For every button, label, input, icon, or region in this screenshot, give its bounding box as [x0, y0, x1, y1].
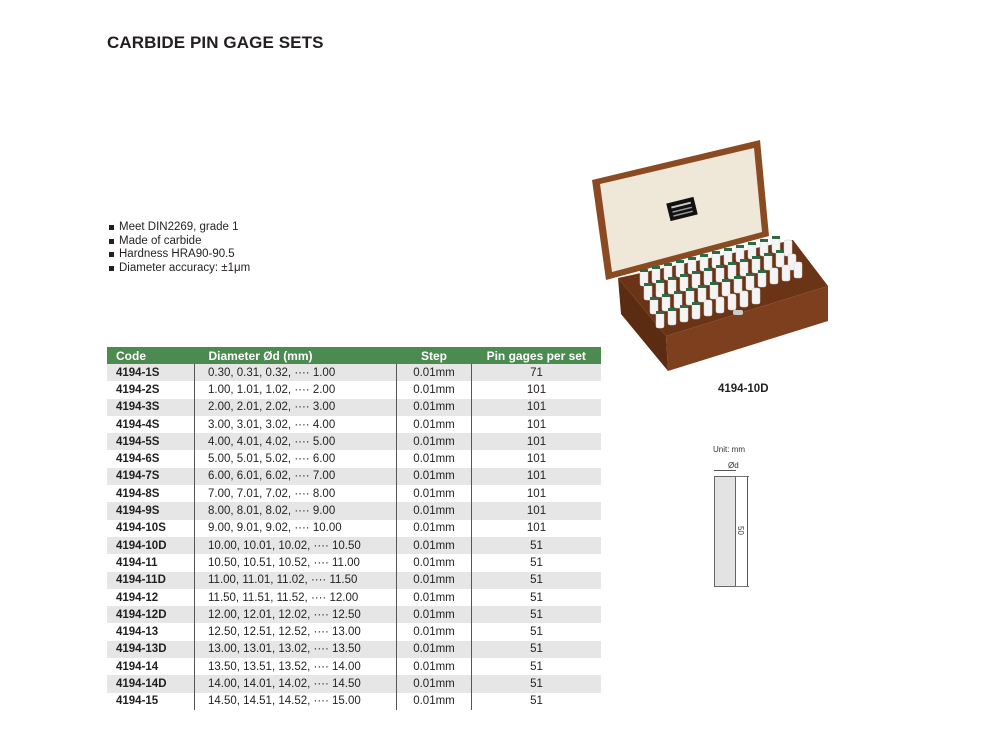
cell-step: 0.01mm — [397, 381, 472, 398]
table-row — [107, 606, 601, 623]
cell-pins: 51 — [472, 623, 602, 640]
cell-step: 0.01mm — [397, 554, 472, 571]
table-row — [107, 381, 601, 398]
cell-diameter: 7.00, 7.01, 7.02, ···· 8.00 — [195, 485, 397, 502]
page-title: CARBIDE PIN GAGE SETS — [107, 33, 324, 52]
table-row — [107, 485, 601, 502]
bullet-icon — [109, 266, 114, 271]
cell-pins: 101 — [472, 433, 602, 450]
cell-code: 4194-7S — [107, 468, 195, 485]
cell-code: 4194-5S — [107, 433, 195, 450]
diameter-dimension-line — [714, 470, 736, 471]
cell-pins: 101 — [472, 468, 602, 485]
cell-diameter: 10.50, 10.51, 10.52, ···· 11.00 — [195, 554, 397, 571]
cell-pins: 51 — [472, 658, 602, 675]
cell-step: 0.01mm — [397, 606, 472, 623]
table-row — [107, 520, 601, 537]
cell-diameter: 8.00, 8.01, 8.02, ···· 9.00 — [195, 502, 397, 519]
table-row — [107, 450, 601, 467]
cell-code: 4194-9S — [107, 502, 195, 519]
cell-diameter: 6.00, 6.01, 6.02, ···· 7.00 — [195, 468, 397, 485]
cell-pins: 101 — [472, 381, 602, 398]
cell-diameter: 13.00, 13.01, 13.02, ···· 13.50 — [195, 641, 397, 658]
cell-step: 0.01mm — [397, 675, 472, 692]
cell-step: 0.01mm — [397, 658, 472, 675]
cell-code: 4194-13D — [107, 641, 195, 658]
cell-pins: 51 — [472, 606, 602, 623]
table-header-row — [107, 347, 601, 364]
cell-diameter: 12.50, 12.51, 12.52, ···· 13.00 — [195, 623, 397, 640]
header-diameter: Diameter Ød (mm) — [195, 347, 397, 364]
cell-diameter: 12.00, 12.01, 12.02, ···· 12.50 — [195, 606, 397, 623]
table-row — [107, 433, 601, 450]
cell-code: 4194-12D — [107, 606, 195, 623]
cell-diameter: 2.00, 2.01, 2.02, ···· 3.00 — [195, 399, 397, 416]
cell-pins: 101 — [472, 485, 602, 502]
cell-step: 0.01mm — [397, 450, 472, 467]
cell-diameter: 11.50, 11.51, 11.52, ···· 12.00 — [195, 589, 397, 606]
cell-code: 4194-3S — [107, 399, 195, 416]
feature-item: Diameter accuracy: ±1μm — [108, 262, 250, 276]
feature-item: Meet DIN2269, grade 1 — [108, 221, 250, 235]
spec-table — [107, 347, 601, 710]
cell-pins: 51 — [472, 675, 602, 692]
cell-step: 0.01mm — [397, 572, 472, 589]
cell-code: 4194-14 — [107, 658, 195, 675]
cell-step: 0.01mm — [397, 641, 472, 658]
table-row — [107, 589, 601, 606]
feature-item: Hardness HRA90-90.5 — [108, 248, 250, 262]
header-step: Step — [397, 347, 472, 364]
cell-step: 0.01mm — [397, 623, 472, 640]
cell-pins: 101 — [472, 399, 602, 416]
cell-diameter: 9.00, 9.01, 9.02, ···· 10.00 — [195, 520, 397, 537]
table-row — [107, 658, 601, 675]
cell-pins: 101 — [472, 502, 602, 519]
table-row — [107, 537, 601, 554]
cell-step: 0.01mm — [397, 416, 472, 433]
cell-code: 4194-6S — [107, 450, 195, 467]
cell-code: 4194-10S — [107, 520, 195, 537]
cell-code: 4194-12 — [107, 589, 195, 606]
cell-diameter: 1.00, 1.01, 1.02, ···· 2.00 — [195, 381, 397, 398]
table-row — [107, 364, 601, 381]
cell-pins: 71 — [472, 364, 602, 381]
cell-diameter: 5.00, 5.01, 5.02, ···· 6.00 — [195, 450, 397, 467]
cell-diameter: 0.30, 0.31, 0.32, ···· 1.00 — [195, 364, 397, 381]
cell-pins: 101 — [472, 450, 602, 467]
cell-pins: 51 — [472, 554, 602, 571]
table-row — [107, 554, 601, 571]
bullet-icon — [109, 252, 114, 257]
cell-step: 0.01mm — [397, 364, 472, 381]
length-label: 50 — [735, 526, 745, 535]
cell-code: 4194-4S — [107, 416, 195, 433]
cell-code: 4194-13 — [107, 623, 195, 640]
cell-step: 0.01mm — [397, 589, 472, 606]
bullet-icon — [109, 239, 114, 244]
product-caption: 4194-10D — [718, 383, 769, 395]
product-image — [588, 138, 833, 373]
cell-code: 4194-8S — [107, 485, 195, 502]
length-dimension-line — [747, 476, 748, 586]
cell-step: 0.01mm — [397, 433, 472, 450]
cell-pins: 51 — [472, 589, 602, 606]
cell-step: 0.01mm — [397, 485, 472, 502]
table-row — [107, 623, 601, 640]
cell-diameter: 13.50, 13.51, 13.52, ···· 14.00 — [195, 658, 397, 675]
diameter-label: Ød — [728, 461, 739, 470]
table-row — [107, 675, 601, 692]
cell-code: 4194-11D — [107, 572, 195, 589]
cell-pins: 101 — [472, 520, 602, 537]
cell-diameter: 11.00, 11.01, 11.02, ···· 11.50 — [195, 572, 397, 589]
pin-gage-case-icon — [588, 138, 833, 373]
cell-step: 0.01mm — [397, 520, 472, 537]
pin-shape — [714, 476, 736, 587]
header-pins: Pin gages per set — [472, 347, 602, 364]
cell-step: 0.01mm — [397, 537, 472, 554]
cell-code: 4194-2S — [107, 381, 195, 398]
cell-step: 0.01mm — [397, 502, 472, 519]
bullet-icon — [109, 225, 114, 230]
table-row — [107, 502, 601, 519]
cell-diameter: 14.00, 14.01, 14.02, ···· 14.50 — [195, 675, 397, 692]
cell-code: 4194-14D — [107, 675, 195, 692]
table-row — [107, 468, 601, 485]
extension-line-bottom — [735, 586, 749, 587]
cell-diameter: 4.00, 4.01, 4.02, ···· 5.00 — [195, 433, 397, 450]
unit-label: Unit: mm — [713, 445, 745, 454]
feature-list — [108, 221, 250, 275]
cell-diameter: 14.50, 14.51, 14.52, ···· 15.00 — [195, 693, 397, 710]
cell-pins: 51 — [472, 641, 602, 658]
cell-code: 4194-10D — [107, 537, 195, 554]
table-body — [107, 364, 601, 710]
table-row — [107, 399, 601, 416]
table-row — [107, 641, 601, 658]
cell-code: 4194-1S — [107, 364, 195, 381]
cell-diameter: 10.00, 10.01, 10.02, ···· 10.50 — [195, 537, 397, 554]
cell-code: 4194-15 — [107, 693, 195, 710]
table-row — [107, 572, 601, 589]
cell-step: 0.01mm — [397, 693, 472, 710]
header-code: Code — [107, 347, 195, 364]
cell-step: 0.01mm — [397, 399, 472, 416]
table-row — [107, 693, 601, 710]
pin-dimension-diagram — [700, 440, 800, 600]
cell-pins: 51 — [472, 693, 602, 710]
cell-pins: 51 — [472, 572, 602, 589]
feature-item: Made of carbide — [108, 235, 250, 249]
cell-pins: 101 — [472, 416, 602, 433]
cell-step: 0.01mm — [397, 468, 472, 485]
cell-code: 4194-11 — [107, 554, 195, 571]
cell-pins: 51 — [472, 537, 602, 554]
table-row — [107, 416, 601, 433]
cell-diameter: 3.00, 3.01, 3.02, ···· 4.00 — [195, 416, 397, 433]
